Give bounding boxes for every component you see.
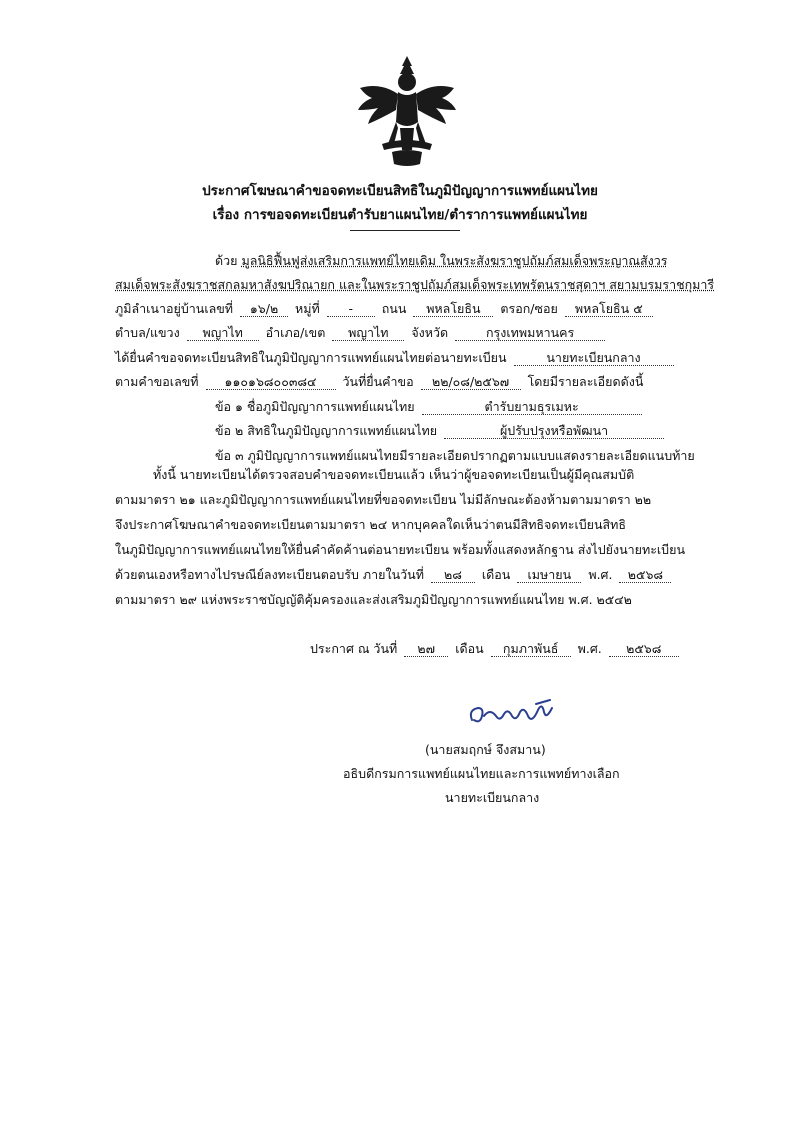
house-number: ๑๖/๒ (240, 301, 288, 317)
paragraph-line-3: จึงประกาศโฆษณาคำขอจดทะเบียนตามมาตรา ๒๔ หากบุคคลใดเห็นว่าตนมีสิทธิจดทะเบียนสิทธิ (115, 517, 627, 532)
deadline-day: ๒๘ (431, 567, 475, 583)
applicant-name: มูลนิธิฟื้นฟูส่งเสริมการแพทย์ไทยเดิม ในพระสังฆราชูปถัมภ์สมเด็จพระญาณสังวร (241, 253, 668, 268)
request-date: ๒๒/๐๘/๒๕๖๗ (421, 374, 521, 390)
item-1: ข้อ ๑ ชื่อภูมิปัญญาการแพทย์แผนไทย ตำรับยามธุรเมหะ (215, 398, 645, 416)
deadline-year: ๒๕๖๘ (619, 567, 671, 583)
document-subject: เรื่อง การขอจดทะเบียนตำรับยาแผนไทย/ตำราการแพทย์แผนไทย (212, 207, 588, 223)
paragraph-line-2: ตามมาตรา ๒๑ และภูมิปัญญาการแพทย์แผนไทยที่ขอจดทะเบียน ไม่มีลักษณะต้องห้ามตามมาตรา ๒๒ (115, 492, 652, 507)
paragraph-line-5: ด้วยตนเองหรือทางไปรษณีย์ลงทะเบียนตอบรับ ภายในวันที่ ๒๘ เดือน เมษายน พ.ศ. ๒๕๖๘ (115, 566, 674, 584)
paragraph-line-6: ตามมาตรา ๒๙ แห่งพระราชบัญญัติคุ้มครองและส่งเสริมภูมิปัญญาการแพทย์แผนไทย พ.ศ. ๒๕๔๒ (115, 592, 632, 607)
tambon-name: พญาไท (187, 325, 259, 341)
signatory-position: อธิบดีกรมการแพทย์แผนไทยและการแพทย์ทางเลือก (343, 766, 620, 781)
address-line-2: ตำบล/แขวง พญาไท อำเภอ/เขต พญาไท จังหวัด กรุงเทพมหานคร (115, 324, 608, 342)
garuda-emblem-icon (352, 52, 462, 170)
item-2: ข้อ ๒ สิทธิในภูมิปัญญาการแพทย์แผนไทย ผู้ปรับปรุงหรือพัฒนา (215, 422, 667, 440)
title-divider (350, 230, 460, 231)
signatory-role: นายทะเบียนกลาง (445, 790, 540, 805)
paragraph-line-4: ในภูมิปัญญาการแพทย์แผนไทยให้ยื่นคำคัดค้านต่อนายทะเบียน พร้อมทั้งแสดงหลักฐาน ส่งไปยังนายทะเบียน (115, 542, 685, 557)
announce-year: ๒๕๖๘ (609, 641, 679, 657)
applicant-line-2: สมเด็จพระสังฆราชสกลมหาสังฆปริณายก และในพระราชูปถัมภ์สมเด็จพระเทพรัตนราชสุดาฯ สยามบรมราชกุมารี (115, 277, 715, 292)
amphoe-name: พญาไท (332, 325, 404, 341)
registrar-name: นายทะเบียนกลาง (514, 350, 674, 366)
moo-number: - (327, 301, 375, 317)
wisdom-name: ตำรับยามธุรเมหะ (422, 399, 642, 415)
handwritten-signature (466, 698, 566, 732)
deadline-month: เมษายน (517, 567, 581, 583)
paragraph-line-1: ทั้งนี้ นายทะเบียนได้ตรวจสอบคำขอจดทะเบียนแล้ว เห็นว่าผู้ขอจดทะเบียนเป็นผู้มีคุณสมบัติ (153, 467, 635, 482)
province-name: กรุงเทพมหานคร (455, 325, 605, 341)
address-line-1: ภูมิลำเนาอยู่บ้านเลขที่ ๑๖/๒ หมู่ที่ - ถนน พหลโยธิน ตรอก/ซอย พหลโยธิน ๕ (115, 300, 656, 318)
announce-day: ๒๗ (404, 641, 448, 657)
item-3: ข้อ ๓ ภูมิปัญญาการแพทย์แผนไทยมีรายละเอียดปรากฏตามแบบแสดงรายละเอียดแนบท้าย (215, 448, 695, 463)
submission-line: ได้ยื่นคำขอจดทะเบียนสิทธิในภูมิปัญญาการแพทย์แผนไทยต่อนายทะเบียน นายทะเบียนกลาง (115, 349, 677, 367)
road-name: พหลโยธิน (413, 301, 493, 317)
signatory-name: (นายสมฤกษ์ จึงสมาน) (425, 742, 546, 757)
wisdom-right: ผู้ปรับปรุงหรือพัฒนา (444, 423, 664, 439)
soi-name: พหลโยธิน ๕ (565, 301, 653, 317)
applicant-line-1: ด้วย มูลนิธิฟื้นฟูส่งเสริมการแพทย์ไทยเดิม ในพระสังฆราชูปถัมภ์สมเด็จพระญาณสังวร (215, 253, 668, 268)
document-title: ประกาศโฆษณาคำขอจดทะเบียนสิทธิในภูมิปัญญาการแพทย์แผนไทย (202, 183, 598, 199)
announce-month: กุมภาพันธ์ (491, 641, 571, 657)
request-line: ตามคำขอเลขที่ ๑๑๐๑๖๘๐๐๓๘๔ วันที่ยื่นคำขอ ๒๒/๐๘/๒๕๖๗ โดยมีรายละเอียดดังนี้ (115, 374, 644, 389)
request-number: ๑๑๐๑๖๘๐๐๓๘๔ (206, 374, 336, 390)
announce-date-line: ประกาศ ณ วันที่ ๒๗ เดือน กุมภาพันธ์ พ.ศ. ๒๕๖๘ (310, 640, 682, 658)
